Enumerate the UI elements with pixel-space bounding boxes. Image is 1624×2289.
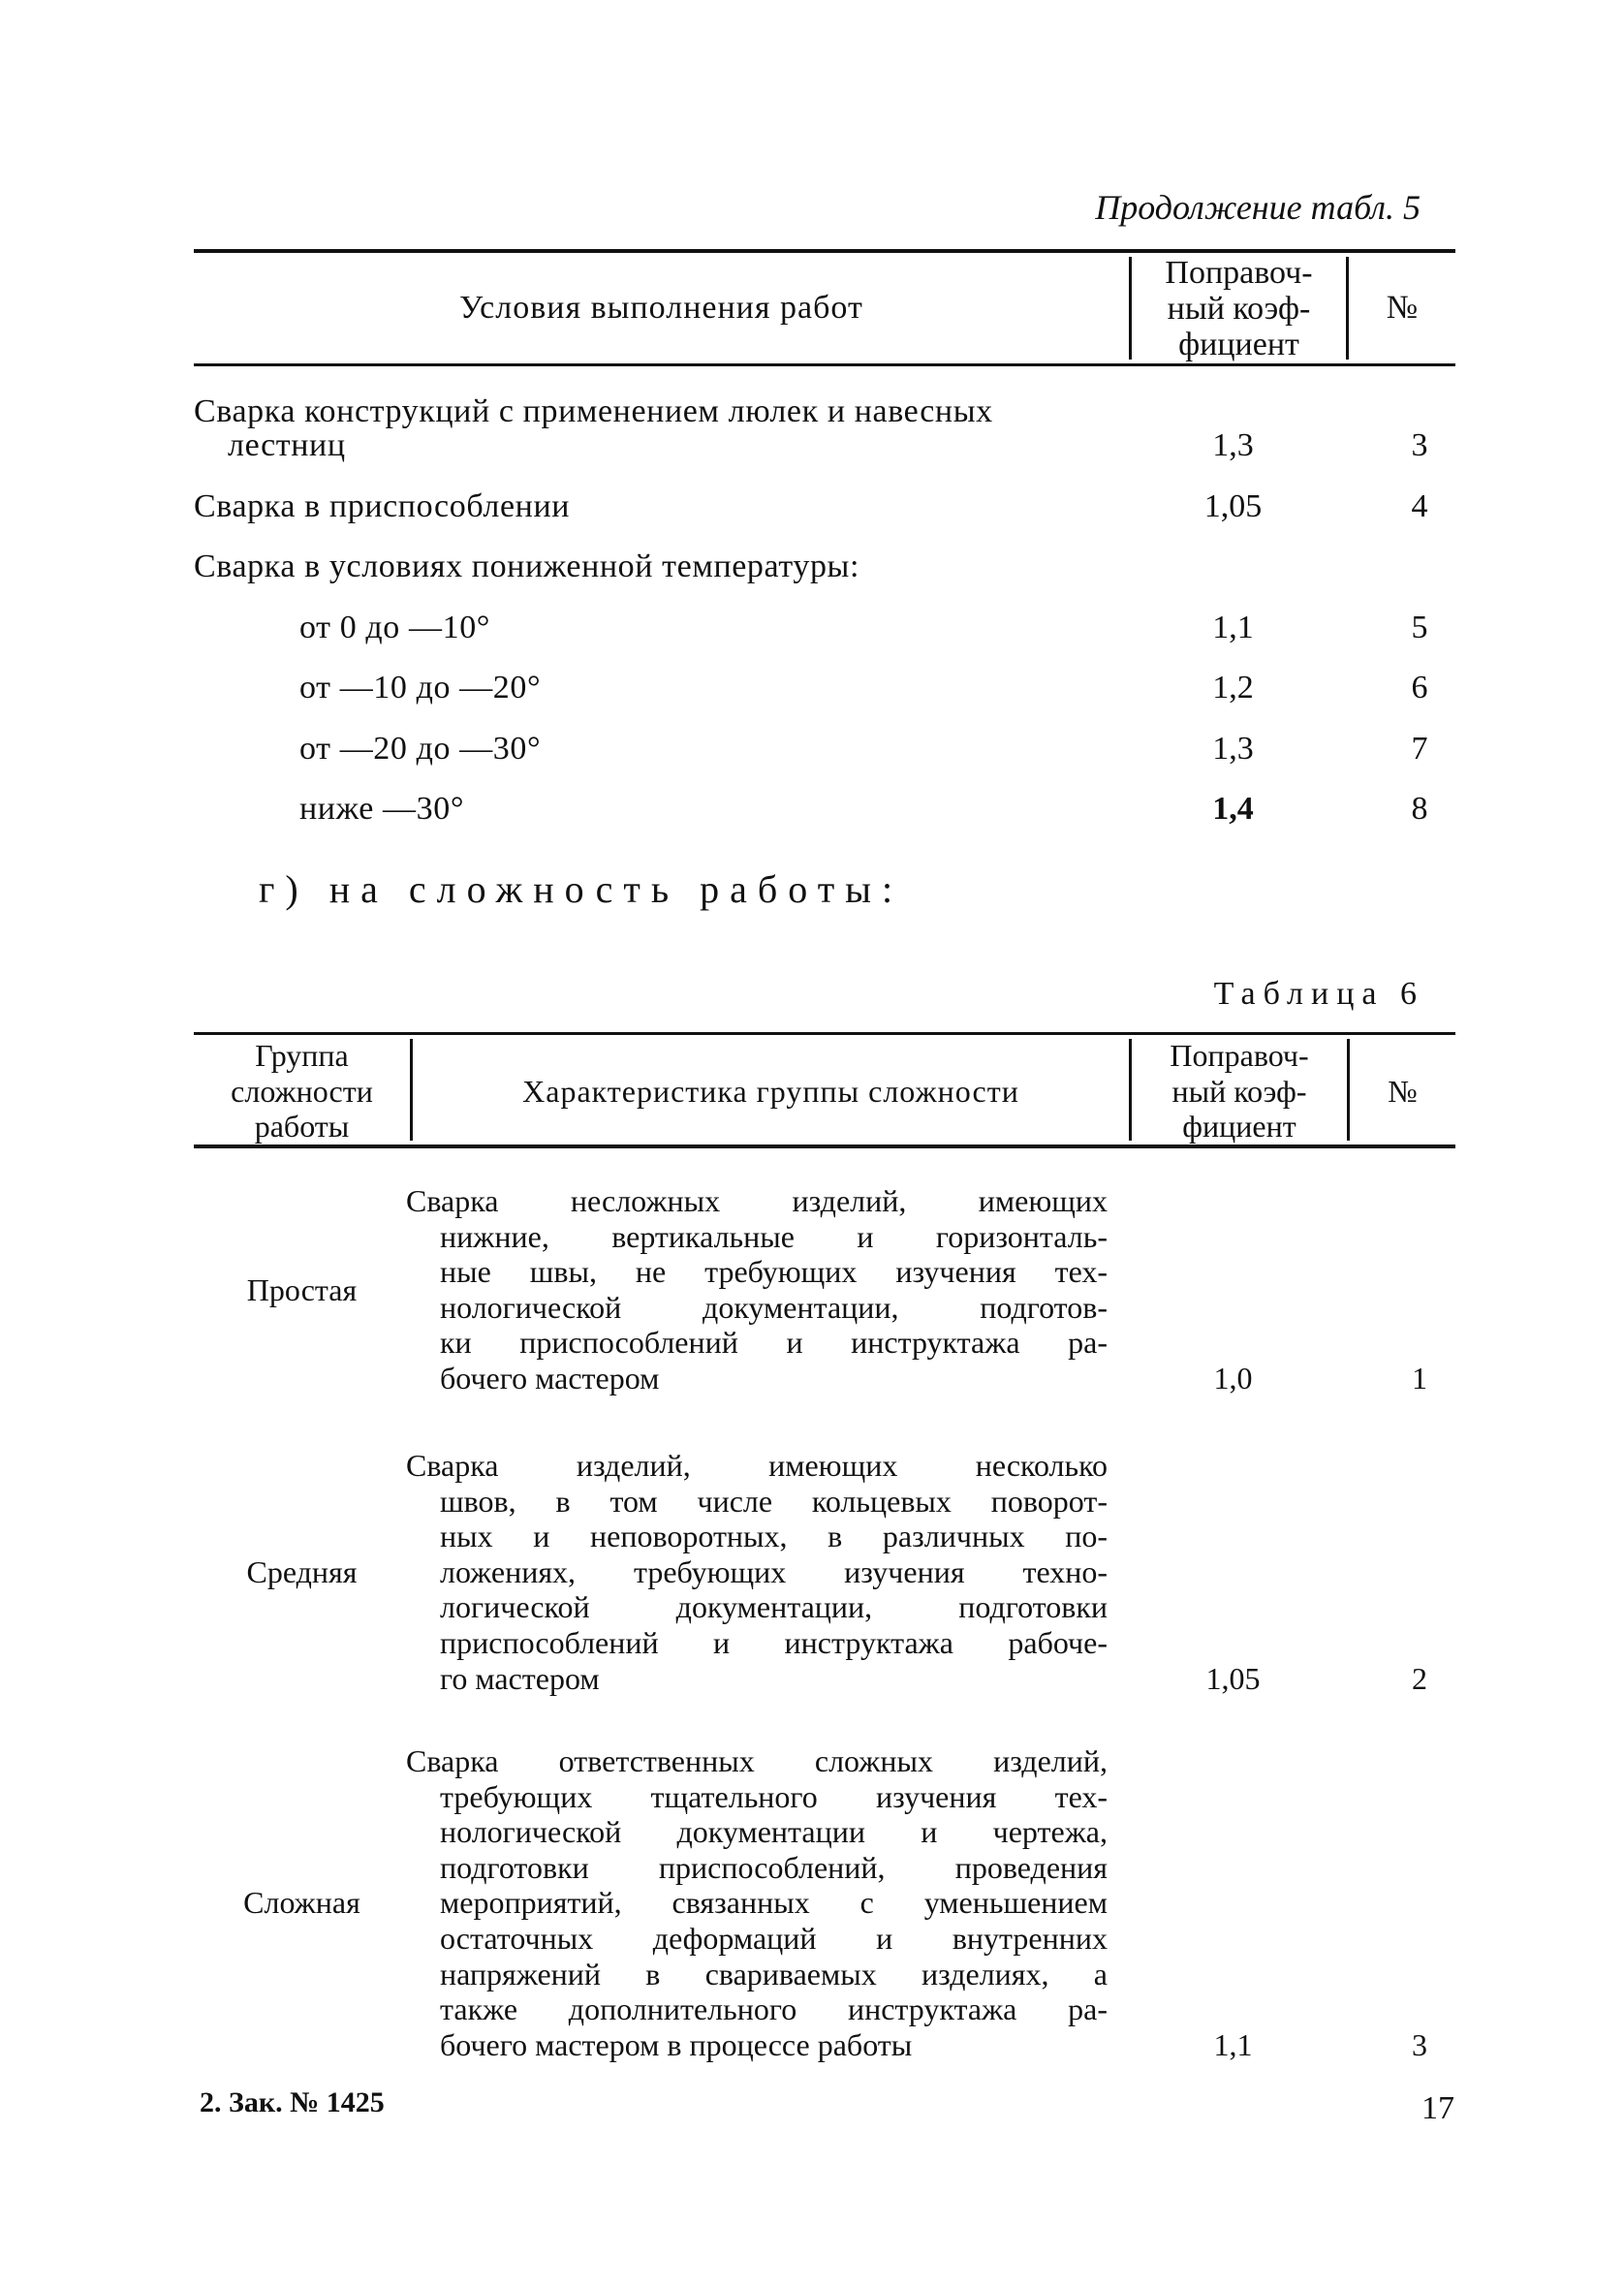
table5-row-coef: 1,05 [1203, 488, 1263, 524]
table5-row-coef: 1,1 [1212, 610, 1254, 645]
table6-description-line: нологической документации, подготов- [440, 1289, 1108, 1325]
table5-row-text: от —10 до —20° [299, 670, 542, 706]
table6-description-line: приспособлений и инструктажа рабоче- [440, 1625, 1108, 1660]
table6-description-line: го мастером [440, 1660, 600, 1696]
table6-header-group: Группа [255, 1038, 349, 1073]
table6-row-coef: 1,1 [1213, 2026, 1253, 2062]
table6-description-line: подготовки приспособлений, проведения [440, 1849, 1108, 1885]
table6-description-line: Сварка изделий, имеющих несколько [406, 1448, 1108, 1483]
footer-order-number: 2. Зак. № 1425 [200, 2086, 385, 2118]
table6-header-coef: фициент [1182, 1109, 1296, 1144]
table6-row-num: 1 [1412, 1361, 1427, 1395]
section-heading: г) на сложность работы: [259, 867, 904, 911]
table5-header-coef: Поправоч- [1165, 255, 1313, 291]
table6-description-line: остаточных деформаций и внутренних [440, 1921, 1108, 1956]
table6-header-group: работы [254, 1109, 350, 1144]
table6-description-line: ложениях, требующих изучения техно- [440, 1553, 1108, 1589]
table6-group-label: Простая [246, 1271, 358, 1307]
table5-header-coef: фициент [1178, 327, 1299, 362]
table6-description-line: ки приспособлений и инструктажа ра- [440, 1325, 1108, 1361]
table6-description-line: ные швы, не требующих изучения тех- [440, 1254, 1108, 1290]
table6-description-line: логической документации, подготовки [440, 1589, 1108, 1625]
table5-row-coef: 1,3 [1212, 731, 1254, 767]
table6-header-coef: Поправоч- [1170, 1038, 1309, 1073]
table6-header-rule [194, 1144, 1455, 1148]
continuation-caption: Продолжение табл. 5 [1095, 188, 1421, 227]
table5-row-coef: 1,3 [1212, 427, 1254, 463]
table6-description-line: нологической документации и чертежа, [440, 1814, 1108, 1850]
table5-row-num: 7 [1411, 731, 1428, 767]
table5-row-num: 4 [1411, 488, 1428, 524]
table6-description-line: мероприятий, связанных с уменьшением [440, 1885, 1108, 1921]
table5-row-num: 3 [1411, 427, 1428, 463]
table5-row-coef: 1,2 [1212, 670, 1254, 706]
table5-header-coef: ный коэф- [1167, 291, 1311, 327]
table6-header-group: сложности [231, 1073, 373, 1109]
table5-row-num: 8 [1411, 791, 1428, 827]
table5-row-num: 5 [1411, 610, 1428, 645]
table6-header-num: № [1388, 1074, 1418, 1109]
table5-row-text: Сварка конструкций с применением люлек и навесных [194, 393, 993, 429]
table6-description-line: напряжений в свариваемых изделиях, а [440, 1956, 1108, 1991]
table5-row-text: от —20 до —30° [299, 731, 542, 767]
table5-row-text: Сварка в приспособлении [194, 488, 571, 524]
table6-description-line: ных и неповоротных, в различных по- [440, 1519, 1108, 1554]
table6-description-line: бочего мастером в процессе работы [440, 2026, 913, 2062]
table6-row-coef: 1,0 [1213, 1361, 1253, 1395]
table5-header-conditions: Условия выполнения работ [459, 290, 863, 326]
table6-caption: Таблица 6 [1213, 976, 1424, 1012]
table6-description-line: швов, в том числе кольцевых поворот- [440, 1483, 1108, 1519]
table6-group-label: Сложная [243, 1885, 360, 1921]
table6-row-num: 3 [1412, 2026, 1427, 2062]
table5-row-text: от 0 до —10° [299, 610, 491, 645]
table6-header-coef: ный коэф- [1171, 1073, 1307, 1109]
table6-description-line: нижние, вертикальные и горизонталь- [440, 1218, 1108, 1254]
page-number: 17 [1421, 2090, 1454, 2126]
table5-row-text: ниже —30° [299, 791, 465, 827]
table6-row-coef: 1,05 [1205, 1660, 1261, 1696]
table6-description-line: требующих тщательного изучения тех- [440, 1778, 1108, 1814]
table5-row-text: лестниц [228, 427, 346, 463]
table6-description-line: Сварка несложных изделий, имеющих [406, 1183, 1108, 1218]
table6-header-desc: Характеристика группы сложности [522, 1074, 1019, 1109]
table6-description-line: бочего мастером [440, 1361, 660, 1395]
table6-row-num: 2 [1412, 1660, 1427, 1696]
table5-top-rule [194, 249, 1455, 253]
table5-row-num: 6 [1411, 670, 1428, 706]
table5-header-num: № [1386, 290, 1419, 326]
table6-group-label: Средняя [246, 1553, 358, 1589]
table6-description-line: также дополнительного инструктажа ра- [440, 1991, 1108, 2027]
table6-description-line: Сварка ответственных сложных изделий, [406, 1743, 1108, 1778]
table5-row-text: Сварка в условиях пониженной температуры: [194, 549, 860, 584]
table5-row-coef: 1,4 [1212, 791, 1254, 827]
table6-top-rule [194, 1032, 1455, 1035]
